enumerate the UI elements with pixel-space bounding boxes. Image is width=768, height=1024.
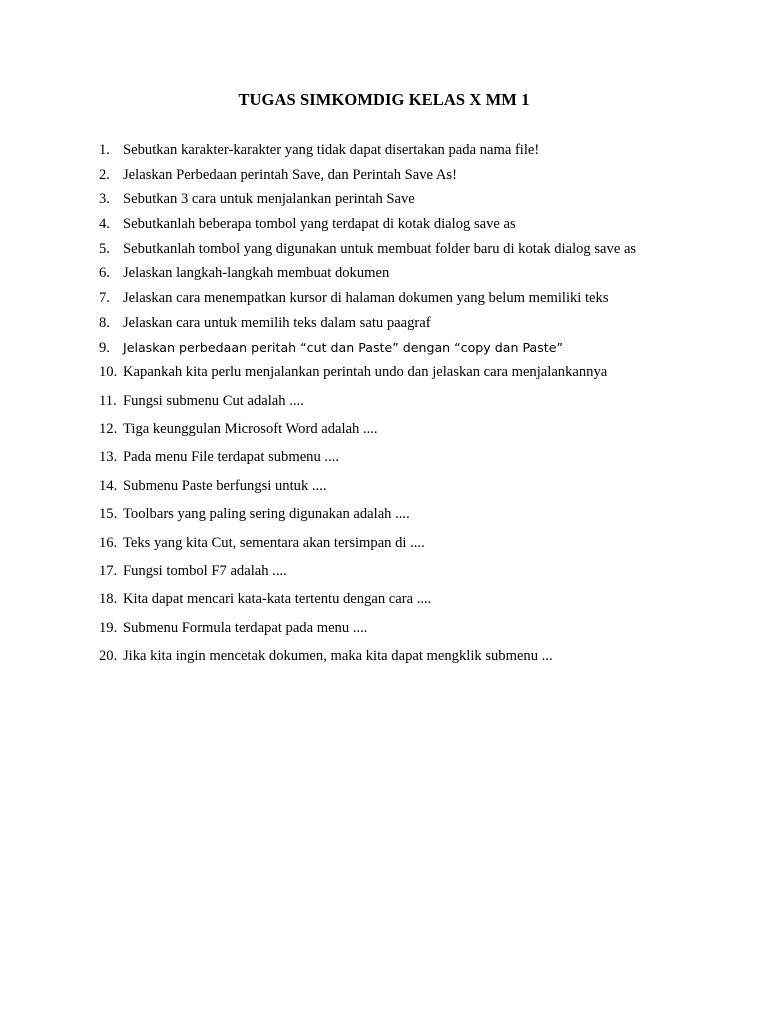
item-number: 20.	[99, 648, 118, 665]
list-item	[99, 338, 739, 363]
item-number: 7.	[99, 290, 110, 307]
item-text: Jelaskan perbedaan peritah “cut dan Paste” dengan “copy dan Paste”	[123, 339, 563, 355]
item-text: Sebutkanlah beberapa tombol yang terdapat di kotak dialog save as	[123, 216, 516, 233]
item-text: Jelaskan Perbedaan perintah Save, dan Perintah Save As!	[123, 166, 457, 183]
list-item	[99, 362, 739, 390]
item-number: 17.	[99, 562, 118, 579]
list-item	[99, 313, 739, 338]
list-item	[99, 165, 739, 190]
item-text: Tiga keunggulan Microsoft Word adalah ....	[123, 420, 378, 437]
list-item	[99, 263, 739, 288]
list-item	[99, 288, 739, 313]
item-text: Jelaskan cara menempatkan kursor di halaman dokumen yang belum memiliki teks	[123, 290, 609, 307]
item-number: 16.	[99, 534, 118, 551]
item-text: Fungsi submenu Cut adalah ....	[123, 392, 304, 409]
list-item	[99, 533, 739, 561]
item-number: 13.	[99, 449, 118, 466]
item-text: Teks yang kita Cut, sementara akan tersimpan di ....	[123, 534, 425, 551]
item-text: Sebutkan karakter-karakter yang tidak dapat disertakan pada nama file!	[123, 142, 540, 158]
list-item	[99, 618, 739, 646]
item-text: Sebutkanlah tombol yang digunakan untuk membuat folder baru di kotak dialog save as	[123, 240, 637, 257]
list-item	[99, 447, 739, 475]
item-number: 6.	[99, 265, 110, 282]
item-text: Jika kita ingin mencetak dokumen, maka kita dapat mengklik submenu ...	[123, 648, 553, 665]
list-item	[99, 589, 739, 617]
list-item	[99, 214, 739, 239]
list-item	[99, 476, 739, 504]
item-text: Kapankah kita perlu menjalankan perintah undo dan jelaskan cara menjalankannya	[123, 364, 608, 381]
item-text: Submenu Formula terdapat pada menu ....	[123, 619, 368, 636]
item-number: 2.	[99, 166, 110, 183]
list-item	[99, 561, 739, 589]
list-item	[99, 504, 739, 532]
item-text: Sebutkan 3 cara untuk menjalankan perintah Save	[123, 191, 415, 208]
item-number: 5.	[99, 240, 110, 257]
item-number: 14.	[99, 477, 118, 494]
item-text: Toolbars yang paling sering digunakan adalah ....	[123, 506, 410, 523]
item-number: 11.	[99, 392, 117, 409]
item-number: 18.	[99, 591, 118, 608]
list-item	[99, 140, 739, 165]
list-item	[99, 646, 739, 674]
list-item	[99, 189, 739, 214]
item-number: 4.	[99, 216, 110, 233]
item-number: 3.	[99, 191, 110, 208]
item-text: Jelaskan cara untuk memilih teks dalam satu paagraf	[123, 314, 431, 331]
item-text: Fungsi tombol F7 adalah ....	[123, 562, 287, 579]
document-title: TUGAS SIMKOMDIG KELAS X MM 1	[238, 90, 530, 109]
item-number: 9.	[99, 339, 110, 356]
item-number: 10.	[99, 364, 118, 381]
item-text: Jelaskan langkah-langkah membuat dokumen	[123, 265, 390, 282]
item-text: Submenu Paste berfungsi untuk ....	[123, 477, 327, 494]
list-item	[99, 419, 739, 447]
item-number: 8.	[99, 314, 110, 331]
item-number: 19.	[99, 619, 118, 636]
list-item	[99, 239, 739, 264]
item-number: 12.	[99, 420, 118, 437]
item-number: 15.	[99, 506, 118, 523]
item-text: Pada menu File terdapat submenu ....	[123, 449, 340, 466]
question-list	[99, 140, 739, 674]
item-text: Kita dapat mencari kata-kata tertentu dengan cara ....	[123, 591, 432, 608]
list-item	[99, 391, 739, 419]
item-number: 1.	[99, 142, 110, 158]
